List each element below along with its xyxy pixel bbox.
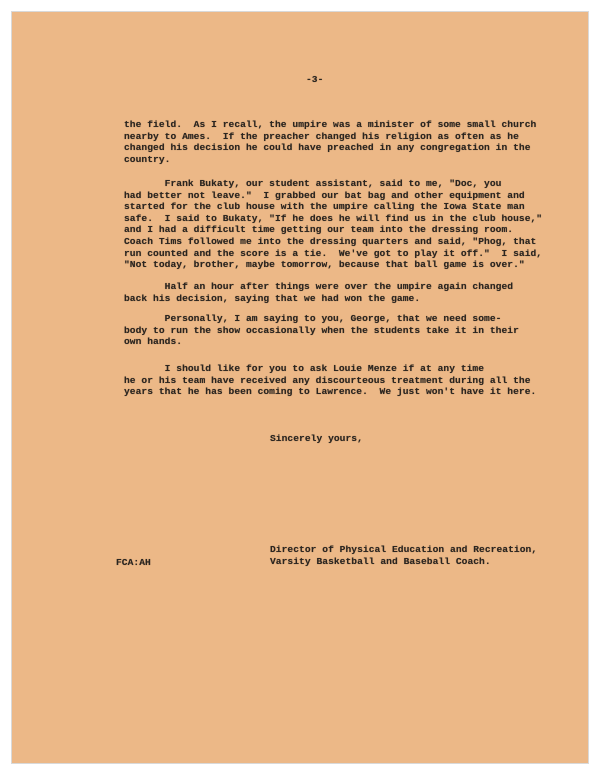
page-number: -3- xyxy=(306,74,324,85)
letter-paragraph: Frank Bukaty, our student assistant, said to me, "Doc, you had better not leave." I grabbed our bat bag and other equipment and started for the club house with the umpire calling the Iowa State man safe. I said to Bukaty, "If he does he will find us in the club house," and I had a difficult time getting our team into the dressing room. Coach Tims followed me into the dressing quarters and said, "Phog, that run counted and the score is a tie. We've got to play it off." I said, "Not today, brother, maybe tomorrow, because that ball game is over." xyxy=(124,178,543,271)
letter-paragraph: Half an hour after things were over the umpire again changed back his decision, saying that we had won the game. xyxy=(124,281,514,304)
letter-page xyxy=(12,12,588,763)
letter-paragraph: the field. As I recall, the umpire was a minister of some small church nearby to Ames. If the preacher changed his religion as often as he changed his decision he could have preached in any congregation in the country. xyxy=(124,119,537,165)
signature-title: Director of Physical Education and Recreation, Varsity Basketball and Baseball Coach. xyxy=(270,544,538,567)
reference-initials: FCA:AH xyxy=(116,557,151,568)
closing-salutation: Sincerely yours, xyxy=(270,433,363,444)
letter-paragraph: Personally, I am saying to you, George, that we need some- body to run the show occasionally when the students take it in their own hands. xyxy=(124,313,519,348)
letter-paragraph: I should like for you to ask Louie Menze if at any time he or his team have received any discourteous treatment during all the years that he has been coming to Lawrence. We just won't have it here. xyxy=(124,363,537,398)
